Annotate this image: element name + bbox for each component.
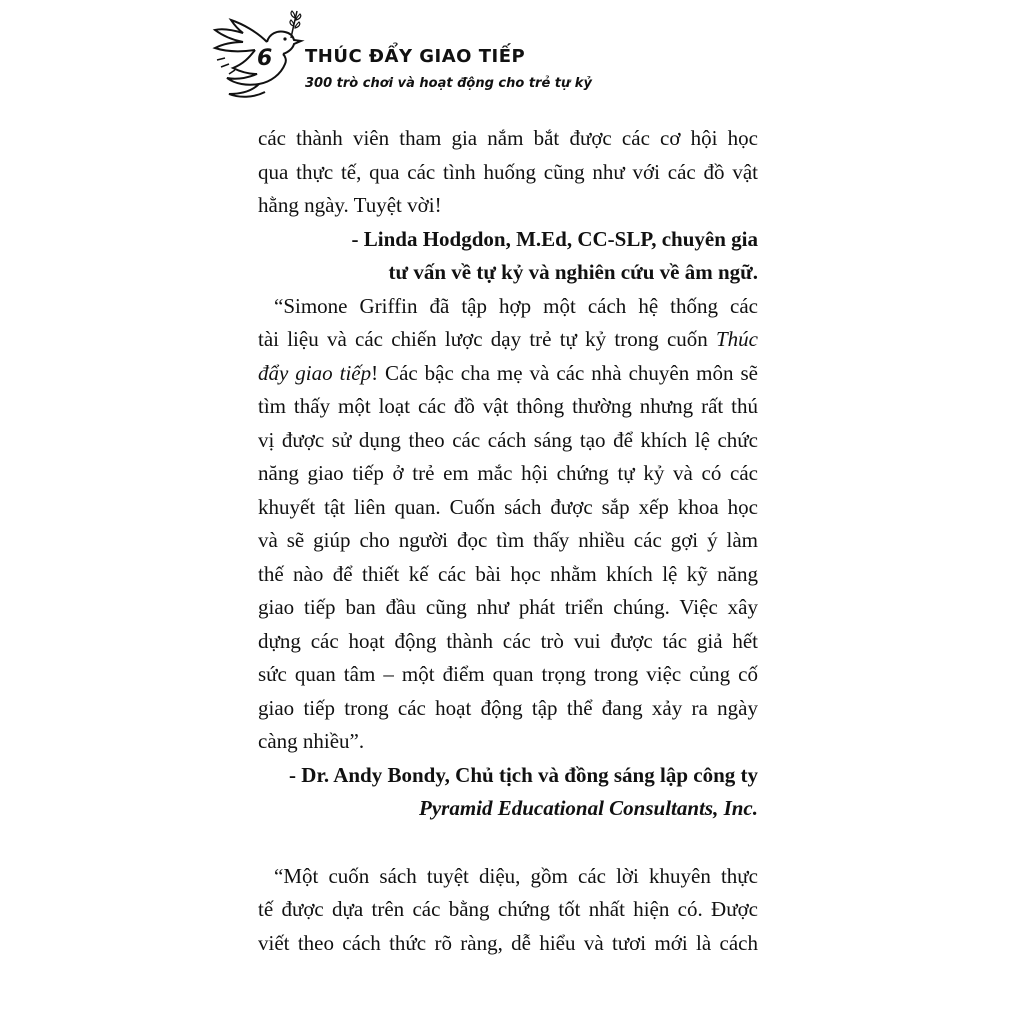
text-line: dựng các hoạt động thành các trò vui được tác giả hết: [258, 628, 758, 653]
text-line: các thành viên tham gia nắm bắt được các cơ hội học: [258, 126, 758, 150]
attribution-1: [258, 223, 758, 290]
paragraph-3: [258, 860, 758, 961]
text-line: “Simone Griffin đã tập hợp một cách hệ thống các: [274, 293, 758, 318]
book-title: THÚC ĐẨY GIAO TIẾP: [305, 46, 526, 67]
attribution-line: tư vấn về tự kỷ và nghiên cứu về âm ngữ.: [388, 260, 758, 284]
paragraph-1: [258, 122, 758, 223]
paragraph-2: [258, 290, 758, 759]
text-line: “Một cuốn sách tuyệt diệu, gồm các lời khuyên thực: [274, 863, 758, 888]
book-title-italic: Thúc: [716, 327, 758, 351]
text-line: thế nào để thiết kế các bài học nhằm khích lệ kỹ năng: [258, 561, 758, 586]
attribution-line: - Dr. Andy Bondy, Chủ tịch và đồng sáng lập công ty: [289, 762, 758, 787]
page-number: 6: [257, 46, 273, 71]
attribution-2: [258, 759, 758, 826]
book-title-italic: đẩy giao tiếp: [258, 360, 372, 385]
text-fragment: tài liệu và các chiến lược dạy trẻ tự kỷ trong cuốn: [258, 327, 716, 351]
text-line: qua thực tế, qua các tình huống cũng như với các đồ vật: [258, 159, 758, 184]
text-line: càng nhiều”.: [258, 729, 365, 753]
text-line: viết theo cách thức rõ ràng, dễ hiểu và tươi mới là cách: [258, 930, 758, 955]
text-line: năng giao tiếp ở trẻ em mắc hội chứng tự kỷ và có các: [258, 461, 758, 485]
text-line: sức quan tâm – một điểm quan trọng trong việc củng cố: [258, 662, 758, 686]
attribution-line: - Linda Hodgdon, M.Ed, CC-SLP, chuyên gia: [351, 226, 758, 251]
running-header: [205, 8, 592, 108]
text-line: [258, 323, 758, 357]
text-line: [258, 357, 758, 391]
page-body: [258, 122, 758, 960]
book-subtitle: 300 trò chơi và hoạt động cho trẻ tự kỷ: [305, 76, 592, 91]
text-line: giao tiếp trong các hoạt động tập thể đang xảy ra ngày: [258, 695, 758, 720]
text-line: khuyết tật liên quan. Cuốn sách được sắp xếp khoa học: [258, 494, 758, 519]
text-line: và sẽ giúp cho người đọc tìm thấy nhiều các gợi ý làm: [258, 528, 758, 552]
text-line: tìm thấy một loạt các đồ vật thông thường nhưng rất thú: [258, 394, 758, 418]
spacer: [258, 826, 758, 860]
company-name: Pyramid Educational Consultants, Inc.: [419, 796, 758, 820]
attribution-line: [258, 792, 758, 826]
text-line: giao tiếp ban đầu cũng như phát triển chúng. Việc xây: [258, 595, 758, 619]
text-fragment: ! Các bậc cha mẹ và các nhà chuyên môn sẽ: [371, 360, 758, 385]
text-line: hằng ngày. Tuyệt vời!: [258, 193, 442, 217]
text-line: vị được sử dụng theo các cách sáng tạo để khích lệ chức: [258, 427, 758, 452]
text-line: tế được dựa trên các bằng chứng tốt nhất hiện có. Được: [258, 897, 758, 921]
